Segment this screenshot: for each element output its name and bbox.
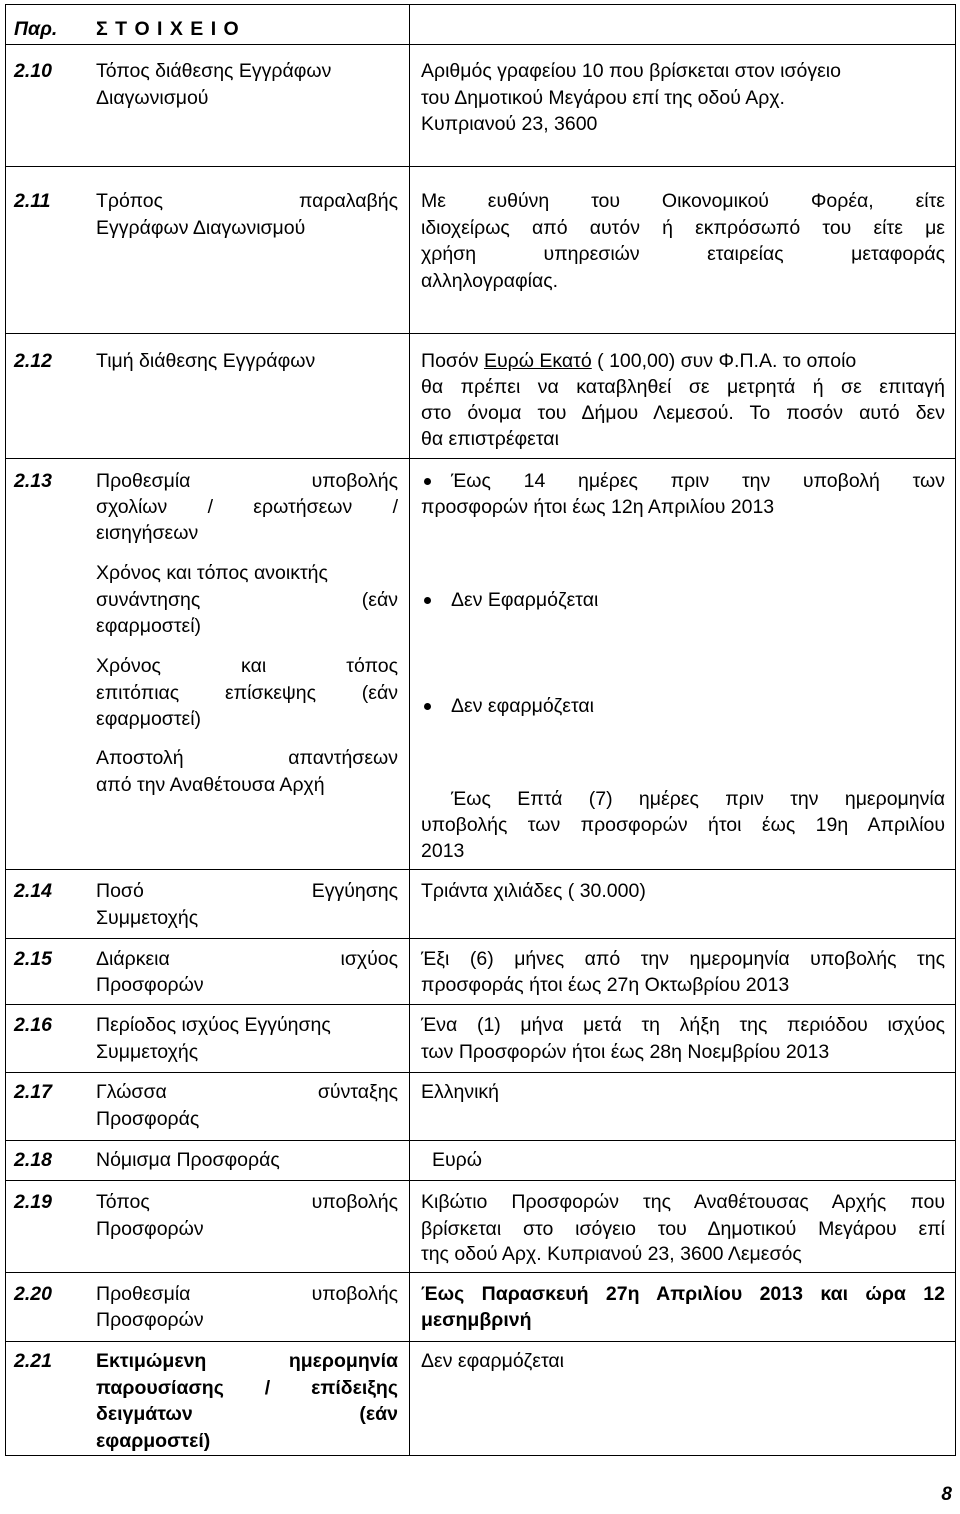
row-label-line: εφαρμοστεί) (96, 1430, 211, 1452)
row-divider (5, 1140, 956, 1141)
row-value-line: υποβολής των προσφορών ήτοι έως 19η Απριλίου (421, 814, 945, 836)
row-number: 2.12 (14, 350, 52, 372)
row-value-line: θα πρέπει να καταβληθεί σε μετρητά ή σε επιταγή (421, 376, 945, 398)
row-divider (5, 1272, 956, 1273)
row-value-line: Δεν Εφαρμόζεται (451, 589, 599, 611)
row-number: 2.18 (14, 1149, 52, 1171)
row-label-line: Νόμισμα Προσφοράς (96, 1149, 280, 1171)
row-number: 2.20 (14, 1283, 52, 1305)
row-label-line: εφαρμοστεί) (96, 708, 202, 730)
row-label-line: Προσφορών (96, 1309, 204, 1331)
row-value-line: προσφοράς ήτοι έως 27η Οκτωβρίου 2013 (421, 974, 790, 996)
row-number: 2.15 (14, 948, 52, 970)
row-number: 2.16 (14, 1014, 52, 1036)
row-label-line: παρουσίασης / επίδειξης (96, 1377, 398, 1399)
row-label-line: σχολίων / ερωτήσεων / (96, 496, 398, 518)
row-label-line: εισηγήσεων (96, 522, 199, 544)
row-number: 2.13 (14, 470, 52, 492)
row-divider (5, 1004, 956, 1005)
row-divider (5, 1072, 956, 1073)
row-divider (5, 333, 956, 334)
row-divider (5, 1180, 956, 1181)
row-value-line: της οδού Αρχ. Κυπριανού 23, 3600 Λεμεσός (421, 1243, 802, 1265)
row-value-line: Ελληνική (421, 1081, 500, 1103)
row-label-line: Τόπος διάθεσης Εγγράφων (96, 60, 332, 82)
row-value-line: Τριάντα χιλιάδες ( 30.000) (421, 880, 646, 902)
row-value-line: ιδιοχείρως από αυτόν ή εκπρόσωπό του είτε με (421, 217, 945, 239)
row-label-line: επιτόπιας επίσκεψης (εάν (96, 682, 398, 704)
bullet-icon (424, 597, 431, 604)
column-divider (409, 4, 410, 1456)
row-label-line: Συμμετοχής (96, 907, 199, 929)
row-label-line: Χρόνος και τόπος (96, 655, 398, 677)
row-value-line: Κυπριανού 23, 3600 (421, 113, 598, 135)
row-label-line: από την Αναθέτουσα Αρχή (96, 774, 325, 796)
row-label-line: Χρόνος και τόπος ανοικτής (96, 562, 328, 584)
header-divider (5, 44, 956, 45)
row-label-line: Τρόπος παραλαβής (96, 190, 398, 212)
bullet-icon (424, 478, 431, 485)
row-value-line: Δεν εφαρμόζεται (451, 695, 594, 717)
row-label-line: συνάντησης (εάν (96, 589, 398, 611)
row-number: 2.10 (14, 60, 52, 82)
row-label-line: Εκτιμώμενη ημερομηνία (96, 1350, 398, 1372)
row-label-line: Προθεσμία υποβολής (96, 1283, 398, 1305)
header-col-item: Σ Τ Ο Ι Χ Ε Ι Ο (96, 18, 240, 40)
row-label-line: Προσφορών (96, 974, 204, 996)
row-value-line: Έως 14 ημέρες πριν την υποβολή των (451, 470, 945, 492)
row-label-line: Προθεσμία υποβολής (96, 470, 398, 492)
row-divider (5, 869, 956, 870)
row-label-line: εφαρμοστεί) (96, 615, 202, 637)
row-value-line: 2013 (421, 840, 465, 862)
row-label-line: Τιμή διάθεσης Εγγράφων (96, 350, 316, 372)
row-label-line: Εγγράφων Διαγωνισμού (96, 217, 306, 239)
row-label-line: Προσφορών (96, 1218, 204, 1240)
row-number: 2.11 (14, 190, 51, 212)
row-label-line: Αποστολή απαντήσεων (96, 747, 398, 769)
row-divider (5, 458, 956, 459)
row-value-line: του Δημοτικού Μεγάρου επί της οδού Αρχ. (421, 87, 785, 109)
row-label-line: Γλώσσα σύνταξης (96, 1081, 398, 1103)
row-divider (5, 938, 956, 939)
row-value-line: αλληλογραφίας. (421, 270, 559, 292)
row-value-line: θα επιστρέφεται (421, 428, 559, 450)
row-number: 2.14 (14, 880, 52, 902)
submission-deadline-value: μεσημβρινή (421, 1309, 532, 1331)
row-value-line: Δεν εφαρμόζεται (421, 1350, 564, 1372)
row-label-line: δειγμάτων (εάν (96, 1403, 398, 1425)
row-value-line: βρίσκεται στο ισόγειο του Δημοτικού Μεγάρου επί (421, 1218, 945, 1240)
row-divider (5, 166, 956, 167)
row-value-line: χρήση υπηρεσιών εταιρείας μεταφοράς (421, 243, 945, 265)
row-number: 2.21 (14, 1350, 52, 1372)
row-value-line: Ευρώ (432, 1149, 482, 1171)
row-value-line: Ποσόν Ευρώ Εκατό ( 100,00) συν Φ.Π.Α. το οποίο (421, 350, 857, 372)
bullet-icon (424, 703, 431, 710)
submission-deadline-value: Έως Παρασκευή 27η Απριλίου 2013 και ώρα 12 (421, 1283, 945, 1305)
row-value-line: Με ευθύνη του Οικονομικού Φορέα, είτε (421, 190, 945, 212)
page-number: 8 (941, 1484, 952, 1505)
row-label-line: Συμμετοχής (96, 1041, 199, 1063)
header-col-number: Παρ. (14, 18, 58, 40)
row-label-line: Προσφοράς (96, 1108, 200, 1130)
row-value-line: Έξι (6) μήνες από την ημερομηνία υποβολής της (421, 948, 945, 970)
row-value-line: στο όνομα του Δήμου Λεμεσού. Το ποσόν αυτό δεν (421, 402, 945, 424)
row-value-line: Κιβώτιο Προσφορών της Αναθέτουσας Αρχής που (421, 1191, 945, 1213)
row-value-line: των Προσφορών ήτοι έως 28η Νοεμβρίου 2013 (421, 1041, 830, 1063)
row-value-line: Έως Επτά (7) ημέρες πριν την ημερομηνία (451, 788, 945, 810)
row-number: 2.17 (14, 1081, 52, 1103)
row-label-line: Περίοδος ισχύος Εγγύησης (96, 1014, 331, 1036)
row-value-line: Ένα (1) μήνα μετά τη λήξη της περιόδου ισχύος (421, 1014, 945, 1036)
row-label-line: Διάρκεια ισχύος (96, 948, 398, 970)
row-label-line: Ποσό Εγγύησης (96, 880, 398, 902)
row-label-line: Διαγωνισμού (96, 87, 209, 109)
row-number: 2.19 (14, 1191, 52, 1213)
row-divider (5, 1341, 956, 1342)
row-value-line: προσφορών ήτοι έως 12η Απριλίου 2013 (421, 496, 775, 518)
row-value-line: Αριθμός γραφείου 10 που βρίσκεται στον ισόγειο (421, 60, 841, 82)
row-label-line: Τόπος υποβολής (96, 1191, 398, 1213)
